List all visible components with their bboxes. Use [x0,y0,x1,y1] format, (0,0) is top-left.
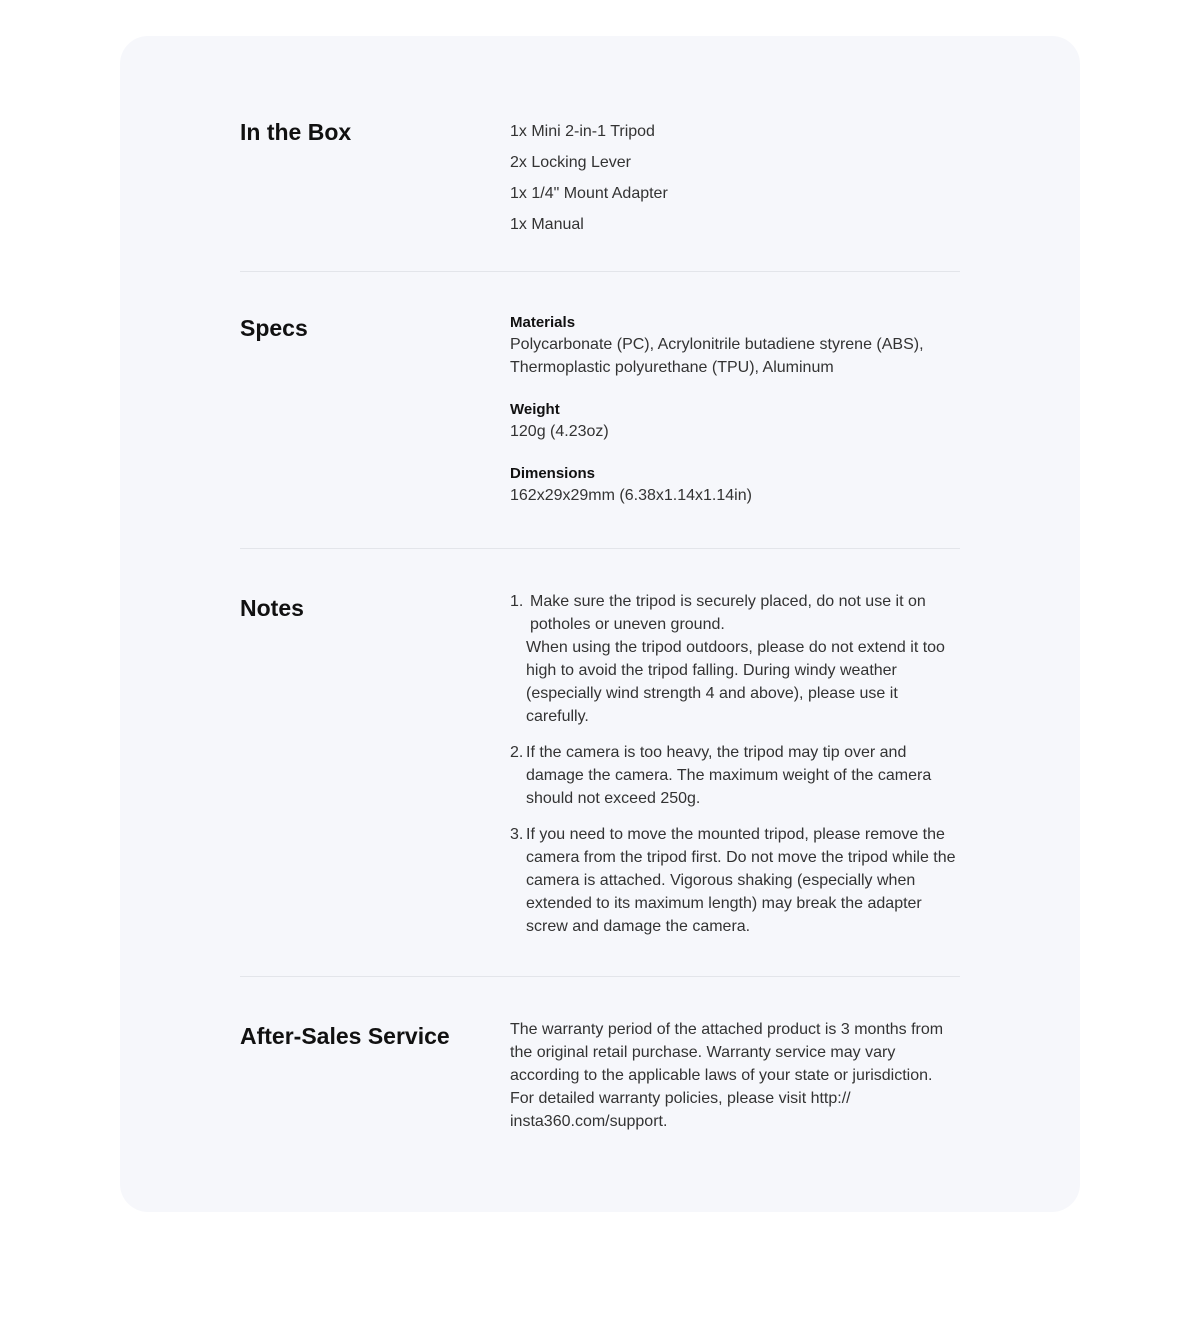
notes-heading: Notes [240,595,304,621]
spec-value: Polycarbonate (PC), Acrylonitrile butadiene styrene (ABS), Thermoplastic polyurethane (TPU), Aluminum [510,336,924,376]
section-divider [240,976,960,977]
note-number: 1. [510,593,524,610]
note-text [526,590,960,728]
notes-content [510,590,960,951]
spec-materials [510,312,960,379]
note-paragraph: If the camera is too heavy, the tripod may tip over and damage the camera. The maximum weight of the camera should not exceed 250g. [526,744,932,807]
note-text [526,823,960,938]
section-divider [240,548,960,549]
note-paragraph: If you need to move the mounted tripod, please remove the camera from the tripod first. Do not move the tripod while the camera is attached. Vigorous shaking (especially when extended to its maximum length) may break the adapter screw and damage the camera. [526,826,956,935]
after-sales-heading: After-Sales Service [240,1023,450,1049]
in-the-box-list [510,116,960,240]
note-paragraph: When using the tripod outdoors, please do not extend it too high to avoid the tripod falling. During windy weather (especially wind strength 4 and above), please use it carefully. [526,639,945,725]
notes-list [510,590,960,938]
note-number: 2. [510,744,524,761]
spec-label: Materials [510,314,576,331]
note-item [510,590,960,728]
product-info-card [120,36,1080,1212]
note-paragraph: Make sure the tripod is securely placed, do not use it on potholes or uneven ground. [530,593,926,633]
note-text [526,741,960,810]
box-item: 1x Mini 2-in-1 Tripod [510,123,655,140]
in-the-box-heading: In the Box [240,119,352,145]
spec-label: Weight [510,401,560,418]
note-item [510,823,960,938]
spec-label: Dimensions [510,465,596,482]
spec-dimensions [510,463,960,507]
spec-value: 120g (4.23oz) [510,423,609,440]
after-sales-content [510,1018,960,1133]
section-divider [240,271,960,272]
in-the-box-content [510,116,960,240]
spec-weight [510,399,960,443]
after-sales-text: The warranty period of the attached product is 3 months from the original retail purchase. Warranty service may vary according to the applicable laws of your state or jurisdiction. For detailed warranty policies, please visit http:// insta360.com/support. [510,1021,944,1130]
spec-value: 162x29x29mm (6.38x1.14x1.14in) [510,487,752,504]
note-item [510,741,960,810]
note-number: 3. [510,826,524,843]
specs-heading: Specs [240,315,308,341]
box-item: 1x Manual [510,216,584,233]
box-item: 2x Locking Lever [510,154,631,171]
box-item: 1x 1/4" Mount Adapter [510,185,668,202]
specs-content [510,312,960,527]
